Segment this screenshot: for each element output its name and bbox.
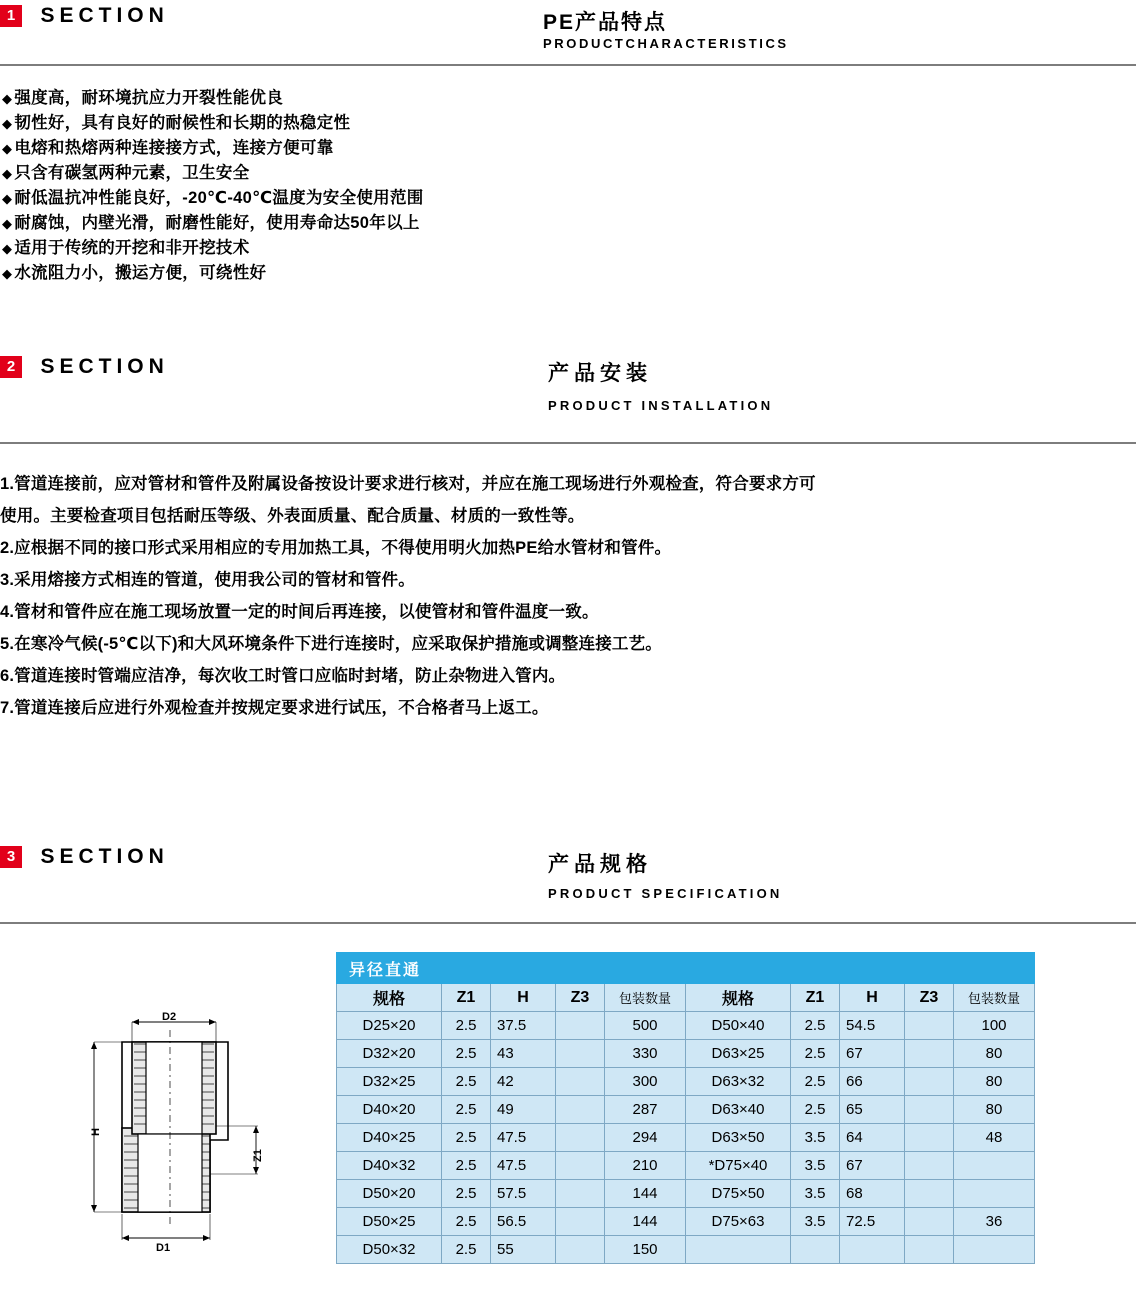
cell-pkg-right: 36	[954, 1208, 1035, 1236]
cell-pkg-right: 48	[954, 1124, 1035, 1152]
paragraph: 3.采用熔接方式相连的管道，使用我公司的管材和管件。	[0, 571, 415, 589]
cell-h-left: 47.5	[491, 1152, 556, 1180]
cell-z1-right: 3.5	[791, 1152, 840, 1180]
cell-spec-right: D63×40	[686, 1096, 791, 1124]
list-item	[2, 186, 424, 211]
table-title: 异径直通	[337, 953, 1035, 984]
cell-z1-right	[791, 1236, 840, 1264]
cell-z1-left: 2.5	[442, 1096, 491, 1124]
cell-z3-right	[905, 1236, 954, 1264]
cell-z1-left: 2.5	[442, 1012, 491, 1040]
table-header-row	[337, 984, 1035, 1012]
cell-z3-left	[556, 1012, 605, 1040]
section-number-badge: 3	[0, 846, 22, 868]
cell-pkg-right	[954, 1180, 1035, 1208]
installation-steps	[0, 468, 1136, 724]
th-pkg-left: 包装数量	[605, 984, 686, 1012]
cell-z3-right	[905, 1152, 954, 1180]
list-item	[2, 261, 424, 286]
section-number-badge: 1	[0, 5, 22, 27]
cell-h-left: 42	[491, 1068, 556, 1096]
table-row	[337, 1068, 1035, 1096]
cell-z1-left: 2.5	[442, 1040, 491, 1068]
list-item	[2, 86, 424, 111]
cell-pkg-right	[954, 1152, 1035, 1180]
list-item-label: 强度高，耐环境抗应力开裂性能优良	[14, 89, 284, 107]
list-item-label: 只含有碳氢两种元素，卫生安全	[14, 164, 250, 182]
cell-pkg-left: 144	[605, 1180, 686, 1208]
divider-1	[0, 64, 1136, 66]
cell-pkg-left: 210	[605, 1152, 686, 1180]
list-item	[2, 236, 424, 261]
cell-h-left: 43	[491, 1040, 556, 1068]
diamond-icon: ◆	[2, 241, 13, 256]
diamond-icon: ◆	[2, 266, 13, 281]
table-row	[337, 1208, 1035, 1236]
section-label: SECTION	[40, 4, 169, 27]
cell-h-right	[840, 1236, 905, 1264]
cell-z3-left	[556, 1040, 605, 1068]
cell-h-right: 66	[840, 1068, 905, 1096]
cell-pkg-right: 80	[954, 1040, 1035, 1068]
cell-spec-left: D40×25	[337, 1124, 442, 1152]
cell-h-left: 47.5	[491, 1124, 556, 1152]
section-label: SECTION	[40, 845, 169, 868]
cell-z1-right: 2.5	[791, 1040, 840, 1068]
section-label: SECTION	[40, 355, 169, 378]
th-spec-left: 规格	[337, 984, 442, 1012]
cell-pkg-right: 80	[954, 1068, 1035, 1096]
list-item	[2, 136, 424, 161]
cell-z1-right: 2.5	[791, 1012, 840, 1040]
cell-spec-left: D40×20	[337, 1096, 442, 1124]
cell-z3-right	[905, 1040, 954, 1068]
cell-z3-left	[556, 1180, 605, 1208]
cell-spec-left: D32×20	[337, 1040, 442, 1068]
diamond-icon: ◆	[2, 191, 13, 206]
cell-z1-left: 2.5	[442, 1208, 491, 1236]
feature-list	[2, 86, 424, 286]
cell-z3-right	[905, 1012, 954, 1040]
cell-z3-left	[556, 1236, 605, 1264]
cell-pkg-left: 150	[605, 1236, 686, 1264]
table-row	[337, 1096, 1035, 1124]
cell-spec-right: D50×40	[686, 1012, 791, 1040]
section-1-title-cn: PE产品特点	[543, 11, 668, 34]
cell-spec-left: D50×25	[337, 1208, 442, 1236]
cell-z3-right	[905, 1124, 954, 1152]
list-item-label: 耐腐蚀，内壁光滑，耐磨性能好，使用寿命达50年以上	[14, 214, 420, 232]
table-row	[337, 1124, 1035, 1152]
cell-spec-left: D40×32	[337, 1152, 442, 1180]
list-item	[2, 111, 424, 136]
cell-pkg-left: 330	[605, 1040, 686, 1068]
cell-spec-right: D75×50	[686, 1180, 791, 1208]
th-h-left: H	[491, 984, 556, 1012]
cell-z1-left: 2.5	[442, 1068, 491, 1096]
list-item-label: 适用于传统的开挖和非开挖技术	[14, 239, 250, 257]
dimension-label-h: H	[90, 1128, 102, 1136]
cell-spec-left: D25×20	[337, 1012, 442, 1040]
th-z1-left: Z1	[442, 984, 491, 1012]
cell-z3-left	[556, 1124, 605, 1152]
cell-z3-right	[905, 1068, 954, 1096]
cell-h-right: 67	[840, 1040, 905, 1068]
cell-h-left: 37.5	[491, 1012, 556, 1040]
cell-z1-right: 2.5	[791, 1096, 840, 1124]
paragraph: 6.管道连接时管端应洁净，每次收工时管口应临时封堵，防止杂物进入管内。	[0, 667, 566, 685]
th-pkg-right: 包装数量	[954, 984, 1035, 1012]
section-2-title-cn: 产品安装	[548, 362, 652, 385]
cell-z1-left: 2.5	[442, 1236, 491, 1264]
cell-spec-left: D50×32	[337, 1236, 442, 1264]
cell-h-right: 54.5	[840, 1012, 905, 1040]
table-row	[337, 1012, 1035, 1040]
diamond-icon: ◆	[2, 166, 13, 181]
paragraph: 使用。主要检查项目包括耐压等级、外表面质量、配合质量、材质的一致性等。	[0, 507, 585, 525]
th-z3-right: Z3	[905, 984, 954, 1012]
cell-spec-left: D50×20	[337, 1180, 442, 1208]
cell-z1-right: 3.5	[791, 1180, 840, 1208]
cell-h-left: 55	[491, 1236, 556, 1264]
cell-pkg-left: 144	[605, 1208, 686, 1236]
cell-z3-left	[556, 1152, 605, 1180]
th-z1-right: Z1	[791, 984, 840, 1012]
dimension-label-d2: D2	[162, 1011, 177, 1023]
th-z3-left: Z3	[556, 984, 605, 1012]
section-2-title-en: PRODUCT INSTALLATION	[548, 398, 774, 413]
cell-h-left: 57.5	[491, 1180, 556, 1208]
paragraph: 4.管材和管件应在施工现场放置一定的时间后再连接，以使管材和管件温度一致。	[0, 603, 599, 621]
dimension-label-d1: D1	[156, 1242, 171, 1254]
list-item-label: 韧性好，具有良好的耐候性和长期的热稳定性	[14, 114, 351, 132]
section-1-title-en: PRODUCTCHARACTERISTICS	[543, 36, 789, 51]
list-item-label: 电熔和热熔两种连接接方式，连接方便可靠	[14, 139, 334, 157]
cell-z3-left	[556, 1096, 605, 1124]
table-row	[337, 1040, 1035, 1068]
cell-pkg-right	[954, 1236, 1035, 1264]
diamond-icon: ◆	[2, 116, 13, 131]
th-spec-right: 规格	[686, 984, 791, 1012]
cell-h-right: 64	[840, 1124, 905, 1152]
list-item	[2, 161, 424, 186]
cell-h-right: 68	[840, 1180, 905, 1208]
paragraph: 1.管道连接前，应对管材和管件及附属设备按设计要求进行核对，并应在施工现场进行外观检查，符合要求方可	[0, 475, 816, 493]
cell-h-left: 49	[491, 1096, 556, 1124]
cell-z1-left: 2.5	[442, 1180, 491, 1208]
diamond-icon: ◆	[2, 91, 13, 106]
cell-z1-right: 3.5	[791, 1208, 840, 1236]
table-row	[337, 1180, 1035, 1208]
cell-h-right: 67	[840, 1152, 905, 1180]
section-number-badge: 2	[0, 356, 22, 378]
cell-z3-right	[905, 1096, 954, 1124]
specification-table-wrap	[336, 952, 1035, 1264]
divider-3	[0, 922, 1136, 924]
cell-pkg-right: 80	[954, 1096, 1035, 1124]
diamond-icon: ◆	[2, 141, 13, 156]
paragraph: 7.管道连接后应进行外观检查并按规定要求进行试压，不合格者马上返工。	[0, 699, 549, 717]
cell-spec-right: D63×32	[686, 1068, 791, 1096]
cell-spec-right	[686, 1236, 791, 1264]
paragraph: 2.应根据不同的接口形式采用相应的专用加热工具，不得使用明火加热PE给水管材和管件。	[0, 539, 672, 557]
cell-h-right: 72.5	[840, 1208, 905, 1236]
cell-z3-left	[556, 1068, 605, 1096]
list-item-label: 水流阻力小，搬运方便，可绕性好	[14, 264, 267, 282]
cell-pkg-right: 100	[954, 1012, 1035, 1040]
cell-z1-right: 3.5	[791, 1124, 840, 1152]
cell-spec-right: D75×63	[686, 1208, 791, 1236]
list-item	[2, 211, 424, 236]
cell-z3-left	[556, 1208, 605, 1236]
table-title-row	[337, 953, 1035, 984]
cell-z1-left: 2.5	[442, 1124, 491, 1152]
dimension-label-z1: Z1	[252, 1149, 264, 1162]
cell-z3-right	[905, 1208, 954, 1236]
cell-z3-right	[905, 1180, 954, 1208]
cell-pkg-left: 300	[605, 1068, 686, 1096]
cell-z1-left: 2.5	[442, 1152, 491, 1180]
paragraph: 5.在寒冷气候(-5℃以下)和大风环境条件下进行连接时，应采取保护措施或调整连接工艺。	[0, 635, 663, 653]
cell-spec-right: *D75×40	[686, 1152, 791, 1180]
cell-h-right: 65	[840, 1096, 905, 1124]
section-3-title-en: PRODUCT SPECIFICATION	[548, 886, 783, 901]
cell-pkg-left: 287	[605, 1096, 686, 1124]
divider-2	[0, 442, 1136, 444]
table-row	[337, 1236, 1035, 1264]
specification-table	[336, 952, 1035, 1264]
th-h-right: H	[840, 984, 905, 1012]
cell-pkg-left: 500	[605, 1012, 686, 1040]
cell-spec-right: D63×25	[686, 1040, 791, 1068]
cell-h-left: 56.5	[491, 1208, 556, 1236]
cell-pkg-left: 294	[605, 1124, 686, 1152]
cell-spec-right: D63×50	[686, 1124, 791, 1152]
diamond-icon: ◆	[2, 216, 13, 231]
cell-spec-left: D32×25	[337, 1068, 442, 1096]
cell-z1-right: 2.5	[791, 1068, 840, 1096]
list-item-label: 耐低温抗冲性能良好，-20℃-40℃温度为安全使用范围	[14, 189, 424, 207]
product-drawing	[60, 1000, 310, 1260]
section-3-title-cn: 产品规格	[548, 853, 652, 876]
table-row	[337, 1152, 1035, 1180]
